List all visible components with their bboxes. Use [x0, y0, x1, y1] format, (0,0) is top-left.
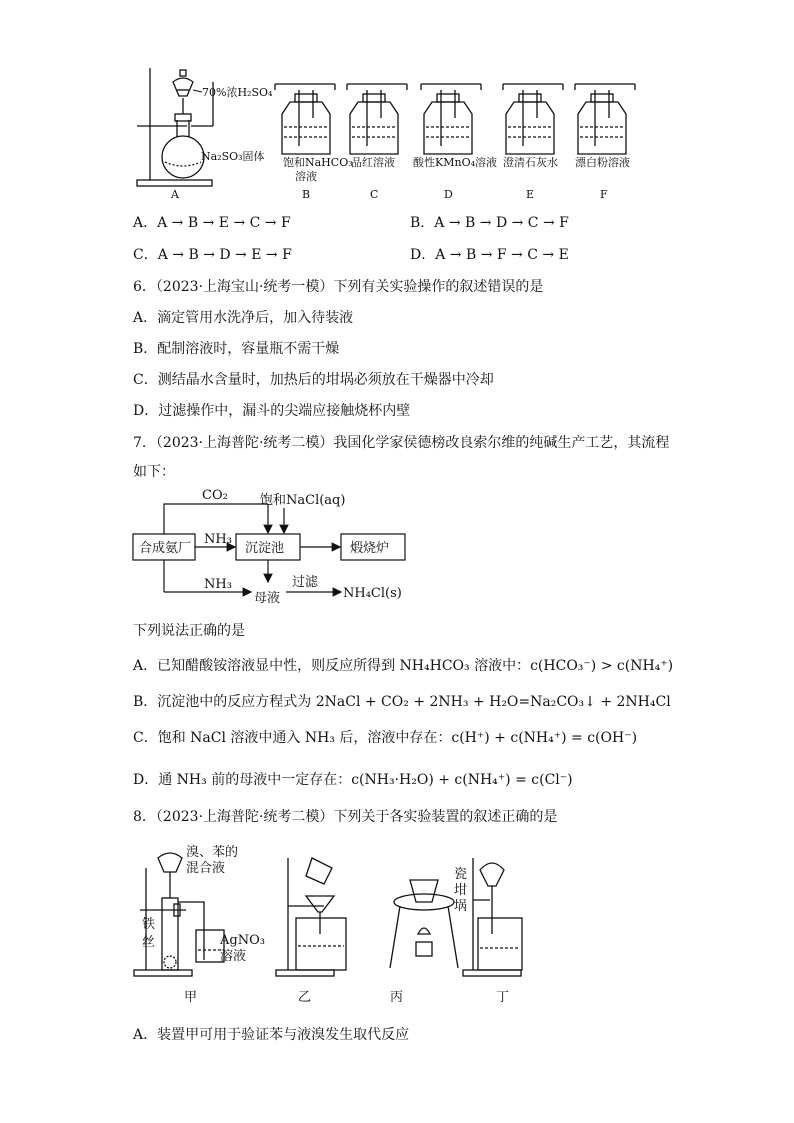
label-f: F [600, 188, 608, 201]
agno3-label-1: AgNO₃ [220, 933, 265, 948]
flow-nh4cl: NH₄Cl(s) [343, 586, 402, 601]
gas-washing-bottle-f [575, 84, 635, 154]
label-yi: 乙 [298, 990, 312, 1005]
label-e: E [526, 188, 535, 201]
crucible-label-2: 坩 [454, 883, 468, 898]
b-name-line1: 饱和NaHCO₃ [283, 156, 353, 169]
separatory-funnel-ding-icon [480, 863, 504, 886]
q8-stem: 8．（2023·上海普陀·统考二模）下列关于各实验装置的叙述正确的是 [133, 809, 558, 825]
crucible-icon [410, 880, 438, 902]
jia-label-1: 溴、苯的 [186, 845, 239, 860]
q7-option-d: D．通 NH₃ 前的母液中一定存在：c(NH₃·H₂O) + c(NH₄⁺) = c(Cl⁻) [133, 772, 573, 788]
beaker-icon [296, 918, 346, 970]
f-name: 漂白粉溶液 [575, 156, 630, 169]
e-name: 澄清石灰水 [503, 156, 558, 169]
q6-option-a: A．滴定管用水洗净后，加入待装液 [133, 310, 354, 326]
label-ding: 丁 [496, 990, 510, 1005]
q7-prompt: 下列说法正确的是 [133, 623, 245, 639]
label-c: C [370, 188, 379, 201]
q5-option-a: A．A → B → E → C → F [133, 215, 291, 231]
flow-furnace: 煅烧炉 [350, 541, 390, 556]
gas-washing-bottle-b [275, 84, 335, 154]
gas-washing-bottle-d [421, 84, 481, 154]
crucible-label-1: 瓷 [454, 867, 468, 882]
q5-option-c: C．A → B → D → E → F [133, 247, 292, 263]
q6-option-b: B．配制溶液时，容量瓶不需干燥 [133, 341, 340, 357]
agno3-label-2: 溶液 [220, 949, 247, 964]
c-name: 品红溶液 [351, 156, 395, 169]
iron-label-1: 铁 [142, 917, 156, 932]
flow-tank: 沉淀池 [245, 541, 285, 556]
a-solid-label: Na₂SO₃固体 [201, 150, 265, 163]
jia-label-2: 混合液 [186, 861, 226, 876]
q5-option-d: D．A → B → F → C → E [410, 247, 569, 263]
b-name-line2: 溶液 [295, 170, 317, 183]
flow-nh3-top: NH₃ [204, 532, 232, 547]
q5-apparatus-figure [125, 62, 665, 204]
label-d: D [444, 188, 453, 201]
flow-mother: 母液 [254, 591, 281, 606]
q7-option-a: A．已知醋酸铵溶液显中性，则反应所得到 NH₄HCO₃ 溶液中：c(HCO₃⁻) > c(NH₄⁺) [133, 658, 674, 674]
q7-option-c: C．饱和 NaCl 溶液中通入 NH₃ 后，溶液中存在：c(H⁺) + c(NH₄⁺) = c(OH⁻) [133, 730, 638, 746]
label-jia: 甲 [184, 990, 198, 1005]
gas-washing-bottle-e [503, 84, 563, 154]
separatory-funnel-icon [173, 78, 193, 96]
stand-base [137, 180, 212, 186]
dropping-funnel-icon [158, 853, 182, 872]
q8-apparatus-figure [128, 838, 528, 1010]
flow-plant: 合成氨厂 [139, 541, 192, 556]
crucible-label-3: 埚 [454, 899, 468, 914]
flow-filter: 过滤 [292, 575, 319, 590]
d-name: 酸性KMnO₄溶液 [413, 156, 497, 169]
label-bing: 丙 [390, 990, 404, 1005]
flow-nacl: 饱和NaCl(aq) [260, 493, 346, 508]
q7-flow-diagram [128, 484, 438, 608]
iron-label-2: 丝 [142, 935, 156, 950]
flow-co2: CO₂ [202, 488, 228, 503]
q6-option-d: D．过滤操作中，漏斗的尖端应接触烧杯内壁 [133, 403, 411, 419]
alcohol-lamp-icon [416, 942, 432, 956]
q5-option-b: B．A → B → D → C → F [410, 215, 569, 231]
label-a: A [171, 188, 179, 201]
q6-stem: 6．（2023·上海宝山·统考一模）下列有关实验操作的叙述错误的是 [133, 279, 544, 295]
q7-option-b: B．沉淀池中的反应方程式为 2NaCl + CO₂ + 2NH₃ + H₂O=Na₂CO₃↓ + 2NH₄Cl [133, 694, 671, 710]
q7-stem-line2: 如下： [133, 464, 175, 480]
round-bottom-flask-icon [162, 136, 204, 178]
gas-washing-bottle-c [347, 84, 407, 154]
label-b: B [302, 188, 311, 201]
q8-option-a: A．装置甲可用于验证苯与液溴发生取代反应 [133, 1027, 410, 1043]
q7-stem-line1: 7．（2023·上海普陀·统考二模）我国化学家侯德榜改良索尔维的纯碱生产工艺，其流程 [133, 435, 670, 451]
q6-option-c: C．测结晶水含量时，加热后的坩埚必须放在干燥器中冷却 [133, 372, 494, 388]
filter-funnel-icon [306, 896, 334, 912]
a-acid-label: 70%浓H₂SO₄ [202, 86, 273, 99]
flow-nh3-bottom: NH₃ [204, 577, 232, 592]
